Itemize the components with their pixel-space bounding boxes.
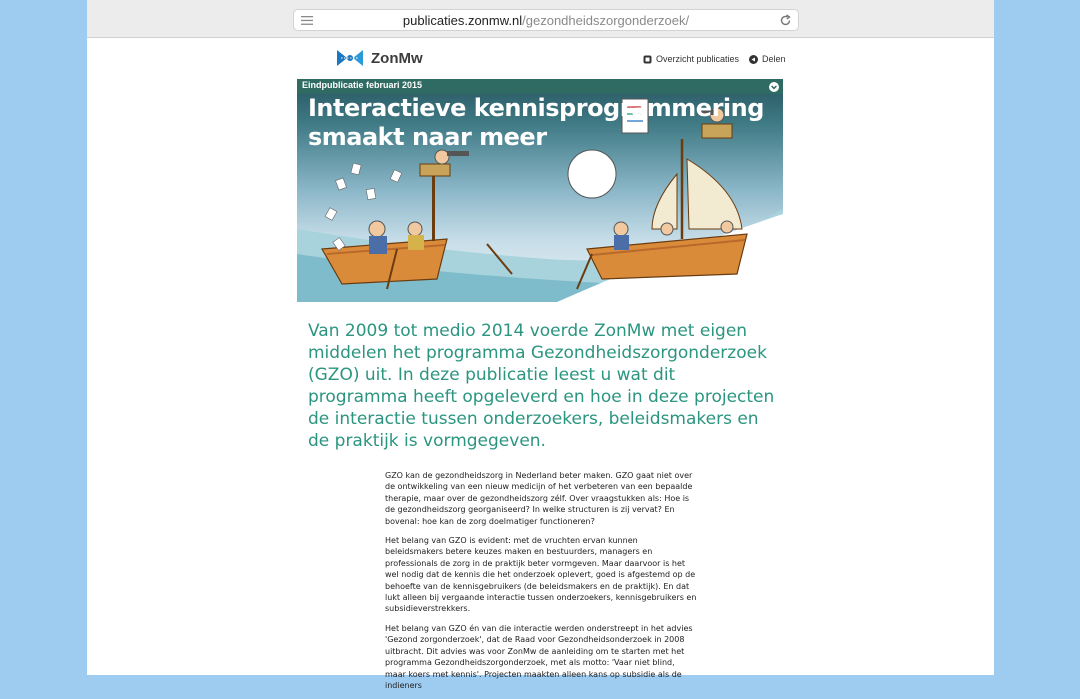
browser-window — [87, 0, 994, 690]
logo-text: ZonMw — [371, 49, 423, 67]
url-path: /gezondheidszorgonderzoek/ — [522, 13, 690, 28]
publication-date-label: Eindpublicatie februari 2015 — [302, 80, 423, 90]
lead-paragraph: Van 2009 tot medio 2014 voerde ZonMw met eigen middelen het programma Gezondheidszorgonderzoek (GZO) uit. In deze publicatie leest u wat dit programma heeft opgeleverd en hoe in deze projecten de interactie tussen onderzoekers, beleidsmakers en de praktijk is vormgegeven. — [308, 321, 775, 451]
hero-banner — [297, 79, 783, 302]
url-domain: publicaties.zonmw.nl — [402, 13, 523, 28]
nav-label-delen: Delen — [762, 54, 786, 64]
hero-title: Interactieve kennisprogrammering smaakt naar meer — [308, 94, 764, 151]
overzicht-publicaties-link[interactable] — [643, 54, 739, 64]
address-bar[interactable] — [293, 9, 799, 31]
body-paragraph: GZO kan de gezondheidszorg in Nederland beter maken. GZO gaat niet over de ontwikkeling van een nieuw medicijn of het verbeteren van een bepaalde therapie, maar over de gezondheidszorg zélf. Over vraagstukken als: Hoe is de gezondheidszorg georganiseerd? In welke structuren is zij vervat? En bovenal: hoe kan de zorg doelmatiger functioneren? — [385, 471, 693, 526]
url-text[interactable] — [294, 13, 798, 28]
reload-icon[interactable] — [779, 14, 792, 27]
body-paragraph: Het belang van GZO én van die interactie werden onderstreept in het advies 'Gezond zorgonderzoek', dat de Raad voor Gezondheidsonderzoek in 2008 uitbracht. Dit advies was voor ZonMw de aanleiding om te starten met het programma Gezondheidszorgonderzoek, met als motto: 'Vaar niet blind, maar koers met kennis'. Projecten maakten alleen kans op subsidie als de indieners — [385, 623, 693, 690]
zonmw-logo[interactable] — [335, 46, 423, 70]
delen-link[interactable] — [749, 54, 786, 64]
logo-mark-icon — [335, 48, 365, 68]
body-paragraph: Het belang van GZO is evident: met de vruchten ervan kunnen beleidsmakers betere keuzes maken en bestuurders, managers en professionals de zorg in de praktijk beter vormgeven. Maar daarvoor is het wel nodig dat de kennis die het onderzoek oplevert, goed is afgestemd op de behoefte van de kennisgebruikers (de beleidsmakers en de praktijk). En dat lukt alleen bij vergaande interactie tussen onderzoekers, kennisgebruikers en subsidieverstrekkers. — [385, 536, 697, 614]
hero-tag-bar — [297, 79, 783, 94]
article-body — [385, 470, 697, 699]
nav-label-overzicht: Overzicht publicaties — [656, 54, 740, 64]
share-icon — [749, 55, 758, 64]
browser-toolbar — [87, 0, 994, 38]
chevron-down-icon[interactable] — [769, 82, 779, 92]
document-icon — [643, 55, 652, 64]
top-navigation — [643, 54, 786, 64]
